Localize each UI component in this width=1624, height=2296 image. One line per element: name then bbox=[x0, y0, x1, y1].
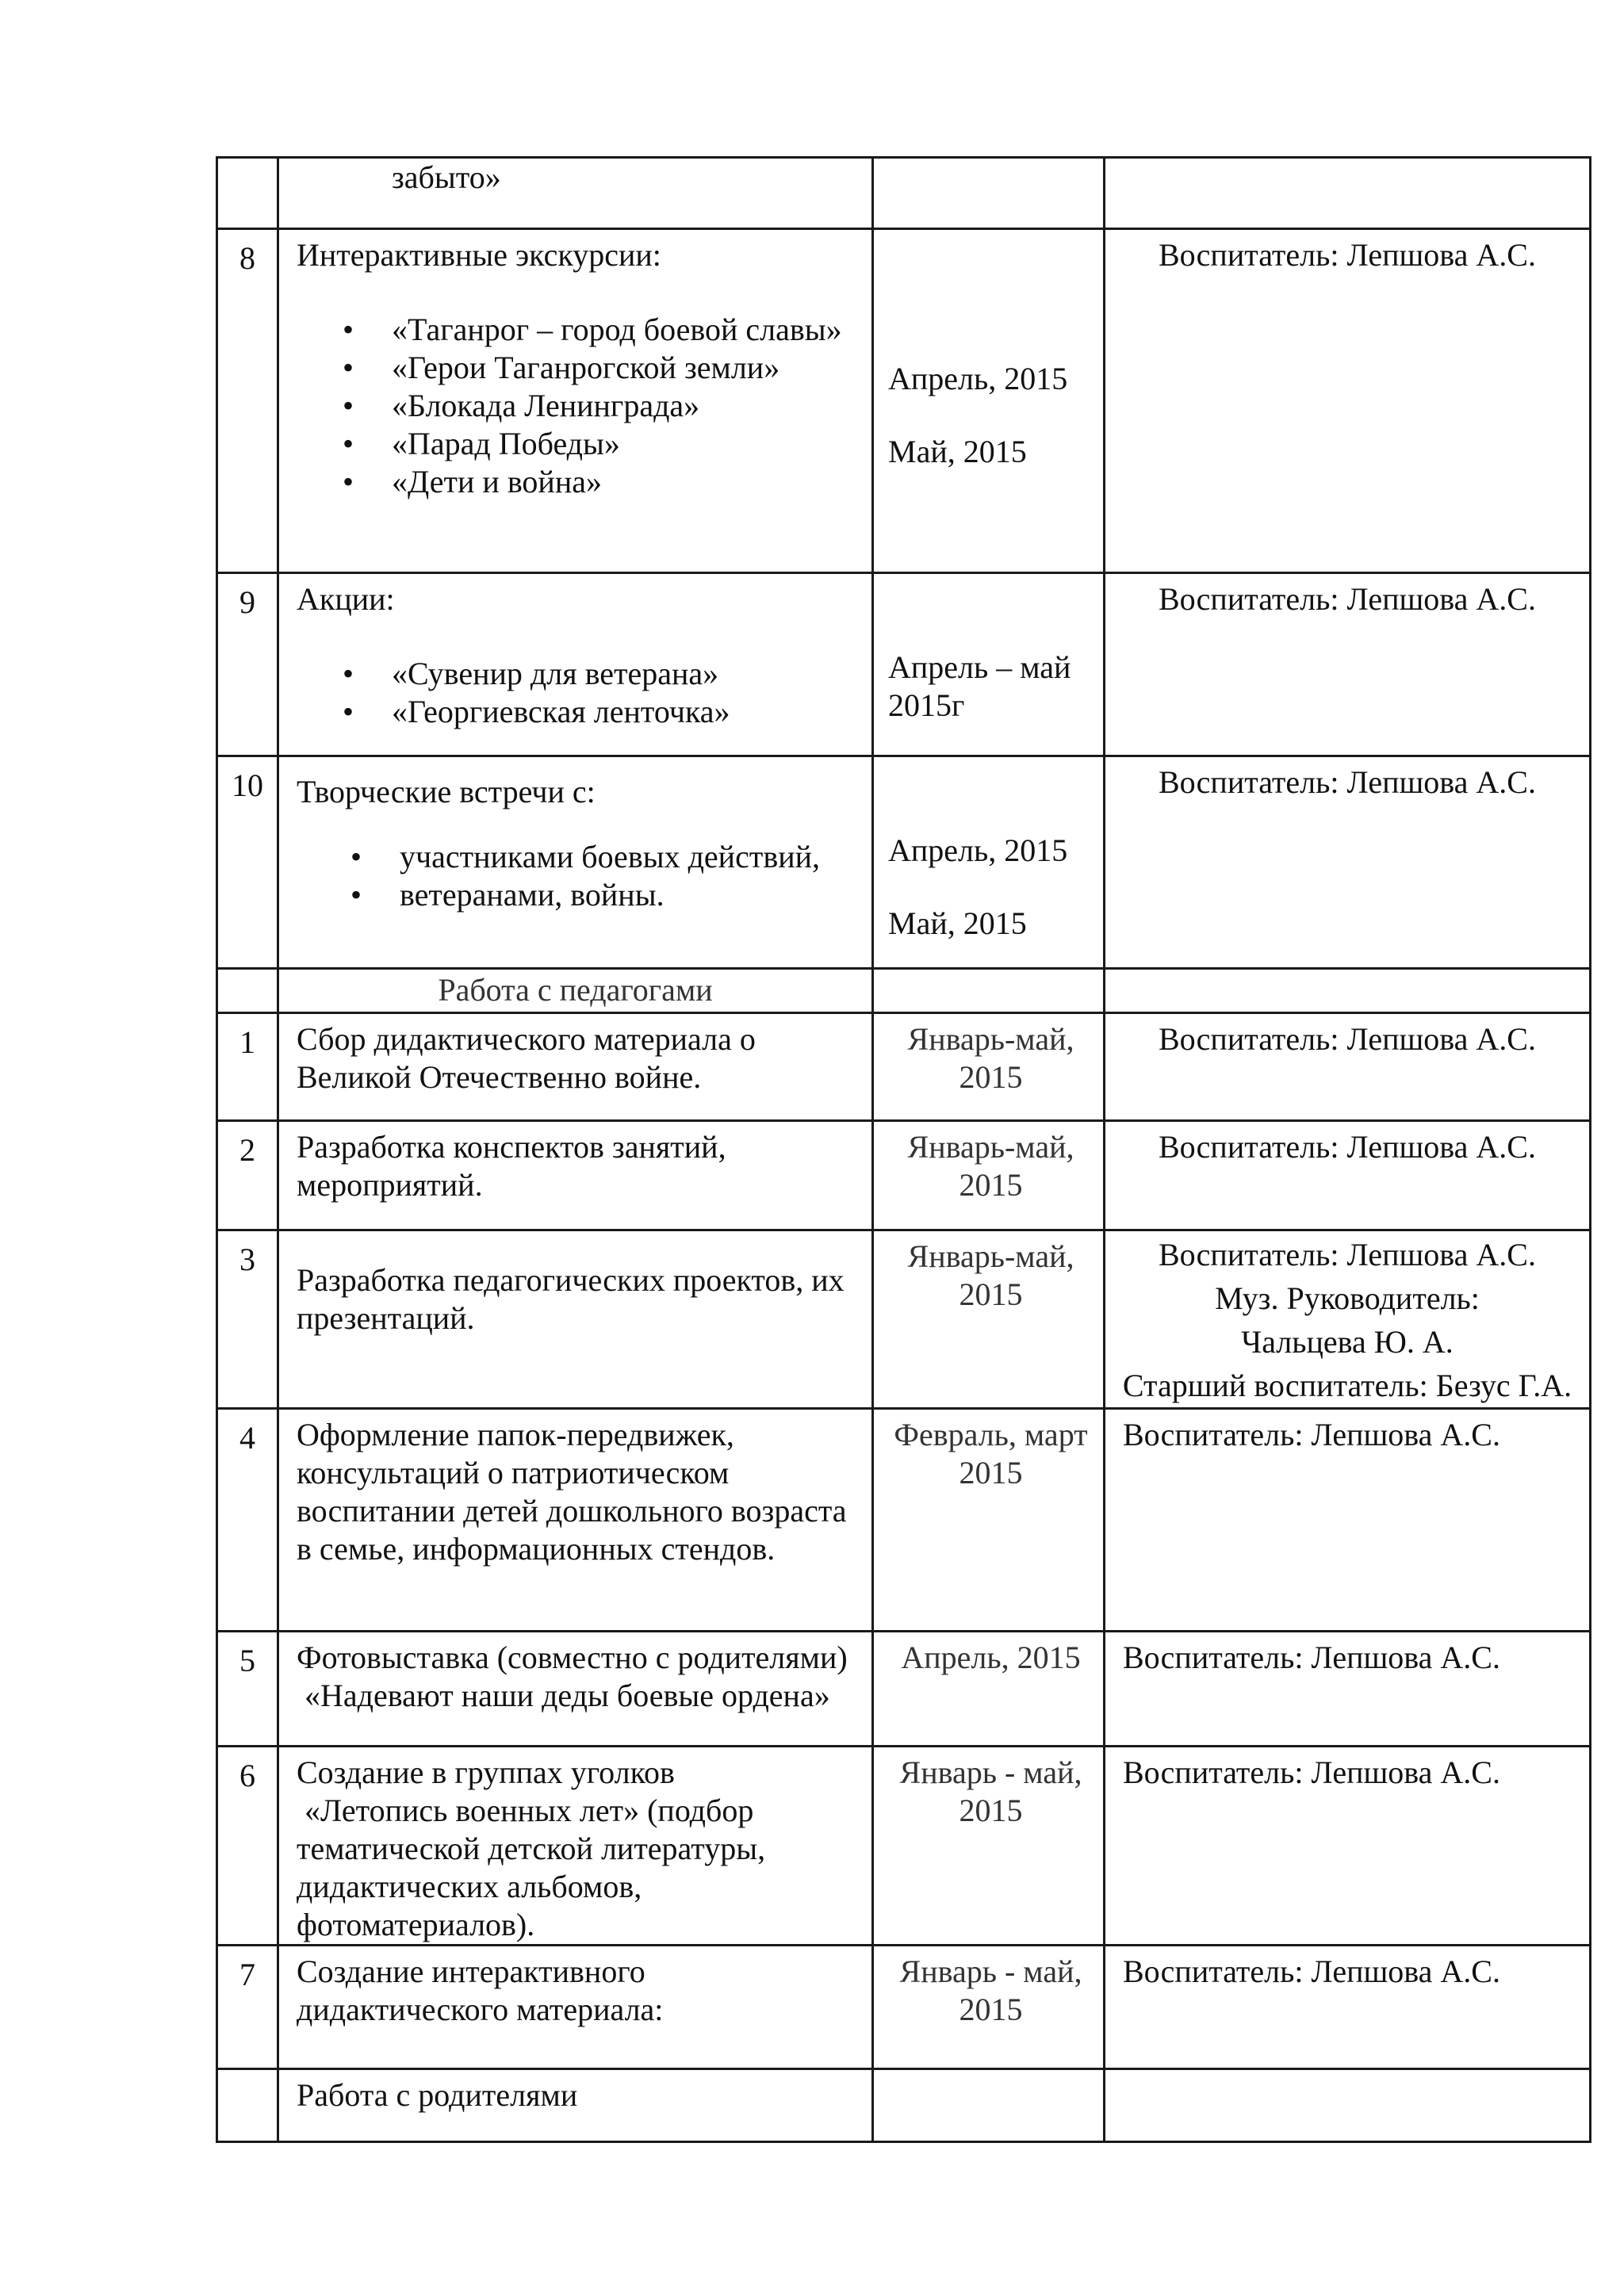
row-number: 7 bbox=[217, 1946, 278, 2069]
row-title: Акции: bbox=[297, 581, 395, 617]
list-item: • «Герои Таганрогской земли» bbox=[392, 349, 862, 387]
section-row bbox=[217, 2069, 1591, 2142]
table-row bbox=[217, 1632, 1591, 1747]
bullet-list bbox=[297, 838, 862, 914]
list-item: • «Парад Победы» bbox=[392, 425, 862, 463]
row-responsible: Воспитатель: Лепшова А.С. bbox=[1105, 573, 1591, 756]
table-row bbox=[217, 1409, 1591, 1632]
table-row bbox=[217, 756, 1591, 969]
row-number: 4 bbox=[217, 1409, 278, 1632]
row-description: Создание интерактивного дидактического материала: bbox=[278, 1946, 873, 2069]
row-description: Сбор дидактического материала о Великой Отечественно войне. bbox=[278, 1013, 873, 1121]
row-responsible: Воспитатель: Лепшова А.С. bbox=[1105, 756, 1591, 969]
row-date: Апрель – май 2015г bbox=[873, 573, 1105, 756]
row-number: 1 bbox=[217, 1013, 278, 1121]
table-row bbox=[217, 1013, 1591, 1121]
row-description bbox=[278, 573, 873, 756]
row-responsible: Воспитатель: Лепшова А.С. bbox=[1105, 1121, 1591, 1230]
section-row bbox=[217, 969, 1591, 1013]
row-responsible: Воспитатель: Лепшова А.С. bbox=[1105, 229, 1591, 573]
row-description: Фотовыставка (совместно с родителями) «Надевают наши деды боевые ордена» bbox=[278, 1632, 873, 1747]
row-date: Апрель, 2015 Май, 2015 bbox=[873, 229, 1105, 573]
row-description: Разработка педагогических проектов, их презентаций. bbox=[278, 1230, 873, 1409]
row-responsible: Воспитатель: Лепшова А.С. bbox=[1105, 1013, 1591, 1121]
row-date: Апрель, 2015 bbox=[873, 1632, 1105, 1747]
row-responsible: Воспитатель: Лепшова А.С. bbox=[1105, 1409, 1591, 1632]
row-responsible: Воспитатель: Лепшова А.С. Муз. Руководитель: Чальцева Ю. А. Старший воспитатель: Безус Г.А. bbox=[1105, 1230, 1591, 1409]
list-item: • участниками боевых действий, bbox=[400, 838, 862, 876]
row-description bbox=[278, 229, 873, 573]
row-number: 5 bbox=[217, 1632, 278, 1747]
row-description: Создание в группах уголков «Летопись военных лет» (подбор тематической детской литературы, дидактических альбомов, фотоматериалов). bbox=[278, 1747, 873, 1946]
row-date: Январь-май, 2015 bbox=[873, 1013, 1105, 1121]
plan-table bbox=[216, 156, 1591, 2143]
list-item: • «Сувенир для ветерана» bbox=[392, 655, 862, 693]
row-date bbox=[873, 158, 1105, 229]
row-title: Интерактивные экскурсии: bbox=[297, 237, 661, 273]
table-row bbox=[217, 1230, 1591, 1409]
row-responsible: Воспитатель: Лепшова А.С. bbox=[1105, 1946, 1591, 2069]
table-row bbox=[217, 1747, 1591, 1946]
list-item: • «Георгиевская ленточка» bbox=[392, 693, 862, 731]
row-description: Разработка конспектов занятий, мероприятий. bbox=[278, 1121, 873, 1230]
row-responsible bbox=[1105, 158, 1591, 229]
section-title-parents: Работа с родителями bbox=[278, 2069, 873, 2142]
section-title-teachers: Работа с педагогами bbox=[278, 969, 873, 1013]
table-row bbox=[217, 229, 1591, 573]
row-responsible: Воспитатель: Лепшова А.С. bbox=[1105, 1747, 1591, 1946]
list-item: • «Блокада Ленинграда» bbox=[392, 387, 862, 425]
row-number: 10 bbox=[217, 756, 278, 969]
table-row bbox=[217, 158, 1591, 229]
bullet-list bbox=[297, 311, 862, 501]
list-item: • «Дети и война» bbox=[392, 463, 862, 501]
list-item: • ветеранами, войны. bbox=[400, 876, 862, 914]
bullet-list bbox=[297, 655, 862, 731]
table-row bbox=[217, 573, 1591, 756]
row-number: 9 bbox=[217, 573, 278, 756]
row-number bbox=[217, 158, 278, 229]
row-date: Январь - май, 2015 bbox=[873, 1747, 1105, 1946]
row-number: 3 bbox=[217, 1230, 278, 1409]
row-responsible: Воспитатель: Лепшова А.С. bbox=[1105, 1632, 1591, 1747]
list-item: • «Таганрог – город боевой славы» bbox=[392, 311, 862, 349]
row-description: забыто» bbox=[278, 158, 873, 229]
row-number: 8 bbox=[217, 229, 278, 573]
row-date: Январь-май, 2015 bbox=[873, 1230, 1105, 1409]
row-date: Апрель, 2015 Май, 2015 bbox=[873, 756, 1105, 969]
row-date: Февраль, март 2015 bbox=[873, 1409, 1105, 1632]
row-number: 6 bbox=[217, 1747, 278, 1946]
row-title: Творческие встречи с: bbox=[297, 774, 596, 809]
row-description: Оформление папок-передвижек, консультаций о патриотическом воспитании детей дошкольного возраста в семье, информационных стендов. bbox=[278, 1409, 873, 1632]
table-row bbox=[217, 1121, 1591, 1230]
row-date: Январь - май, 2015 bbox=[873, 1946, 1105, 2069]
row-number: 2 bbox=[217, 1121, 278, 1230]
table-row bbox=[217, 1946, 1591, 2069]
row-description bbox=[278, 756, 873, 969]
row-date: Январь-май, 2015 bbox=[873, 1121, 1105, 1230]
